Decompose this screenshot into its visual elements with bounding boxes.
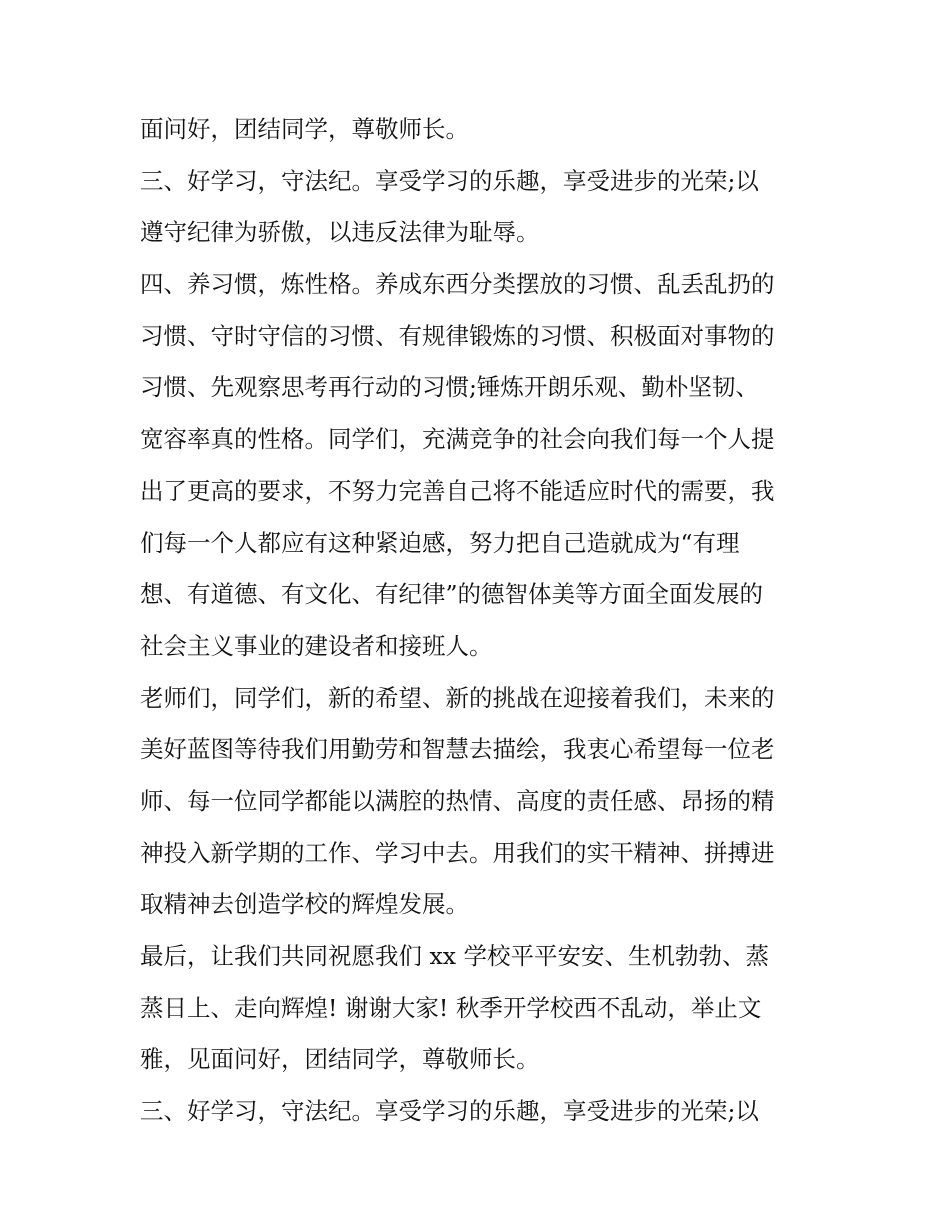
text-line-17: 最后，让我们共同祝愿我们 xx 学校平平安安、生机勃勃、蒸 (140, 942, 769, 970)
text-line-6: 习惯、先观察思考再行动的习惯;锤炼开朗乐观、勤朴坚韧、 (140, 373, 759, 402)
document-body (140, 104, 820, 1138)
text-line-16: 取精神去创造学校的辉煌发展。 (140, 890, 469, 919)
text-line-3: 遵守纪律为骄傲，以违反法律为耻辱。 (140, 218, 540, 247)
text-line-4: 四、养习惯，炼性格。养成东西分类摆放的习惯、乱丢乱扔的 (140, 270, 775, 299)
text-line-12: 老师们，同学们，新的希望、新的挑战在迎接着我们，未来的 (140, 683, 775, 712)
text-line-11: 社会主义事业的建设者和接班人。 (140, 631, 493, 660)
text-line-18: 蒸日上、走向辉煌! 谢谢大家! 秋季开学校西不乱动，举止文 (140, 993, 762, 1022)
text-line-10: 想、有道德、有文化、有纪律”的德智体美等方面全面发展的 (140, 580, 764, 609)
text-line-2: 三、好学习，守法纪。享受学习的乐趣，享受进步的光荣;以 (140, 166, 759, 195)
text-line-9: 们每一个人都应有这种紧迫感，努力把自己造就成为“有理 (140, 528, 740, 557)
text-line-8: 出了更高的要求，不努力完善自己将不能适应时代的需要，我 (140, 476, 775, 505)
text-line-19: 雅，见面问好，团结同学，尊敬师长。 (140, 1045, 540, 1074)
text-line-14: 师、每一位同学都能以满腔的热情、高度的责任感、昂扬的精 (140, 786, 775, 815)
text-line-20: 三、好学习，守法纪。享受学习的乐趣，享受进步的光荣;以 (140, 1097, 759, 1126)
text-line-5: 习惯、守时守信的习惯、有规律锻炼的习惯、积极面对事物的 (140, 321, 775, 350)
text-line-1: 面问好，团结同学，尊敬师长。 (140, 115, 469, 143)
text-line-7: 宽容率真的性格。同学们，充满竞争的社会向我们每一个人提 (140, 425, 775, 454)
text-line-15: 神投入新学期的工作、学习中去。用我们的实干精神、拼搏进 (140, 838, 775, 867)
text-line-13: 美好蓝图等待我们用勤劳和智慧去描绘，我衷心希望每一位老 (140, 735, 775, 764)
